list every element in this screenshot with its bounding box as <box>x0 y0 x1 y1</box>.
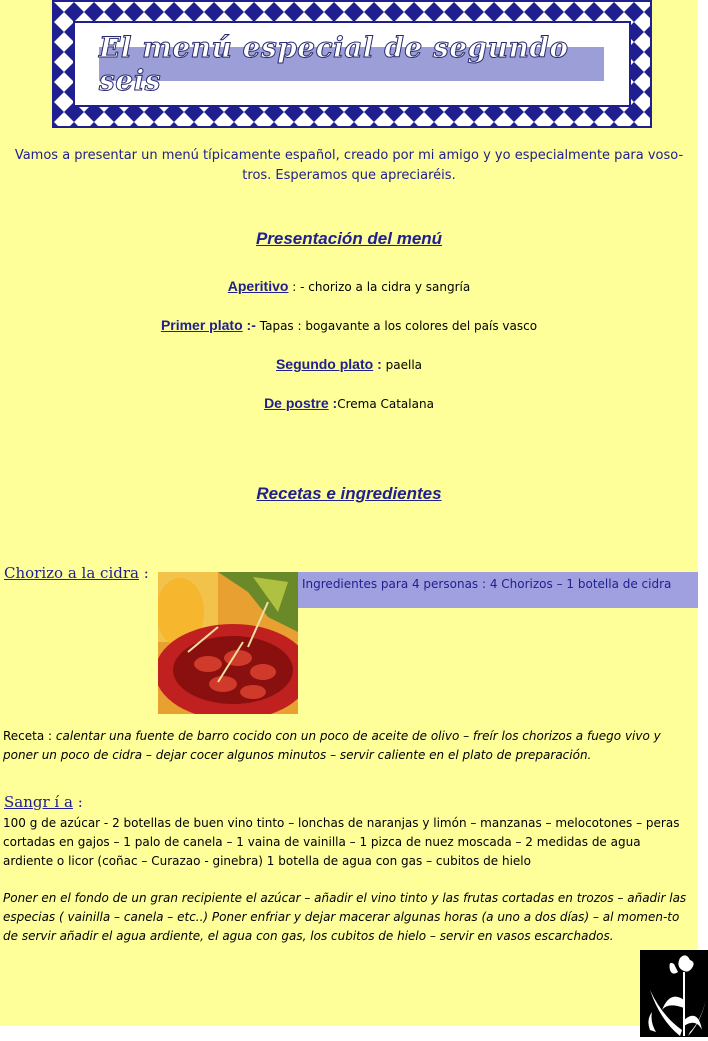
menu-item-sep: :- <box>242 317 260 333</box>
menu-item-value: Crema Catalana <box>337 397 434 411</box>
chorizo-recipe <box>3 727 693 765</box>
menu-item-label: Segundo plato <box>275 356 374 372</box>
menu-item-sep: : <box>328 395 338 411</box>
recipe-text: calentar una fuente de barro cocido con un poco de aceite de olivo – freír los chorizos a fuego vivo y poner un poco de cidra – dejar cocer algunos minutos – servir caliente en el plato de preparación. <box>3 729 661 762</box>
menu-item-label: Aperitivo <box>227 278 289 294</box>
chorizo-ingredients: Ingredientes para 4 personas : 4 Chorizos – 1 botella de cidra <box>298 572 698 608</box>
menu-item-label: De postre <box>264 395 329 411</box>
chorizo-title <box>4 564 149 582</box>
menu-item-value: chorizo a la cidra y sangría <box>308 280 471 294</box>
menu-item-value: paella <box>385 358 423 372</box>
chorizo-photo <box>158 572 298 714</box>
chorizo-title-colon: : <box>138 564 149 582</box>
menu-item-label: Primer plato <box>160 317 243 333</box>
sangria-recipe <box>3 889 695 946</box>
menu-item-postre <box>0 395 698 411</box>
sangria-title-text: Sangr í a <box>4 793 73 811</box>
intro-text: Vamos a presentar un menú típicamente español, creado por mi amigo y yo especialmente para voso-tros. Esperamos que apreciaréis. <box>14 148 684 183</box>
chorizo-title-text: Chorizo a la cidra <box>4 564 139 582</box>
menu-item-segundo-plato <box>0 356 698 372</box>
menu-item-value: Tapas : bogavante a los colores del país vasco <box>259 319 538 333</box>
recipe-text: Poner en el fondo de un gran recipiente el azúcar – añadir el vino tinto y las frutas cortadas en trozos – añadir las especias ( vainilla – canela – etc..) Poner enfriar y dejar macerar algunas horas (a uno a dos días) – al momen-to de servir añadir el agua ardiente, el agua con gas, los cubitos de hielo – servir en vasos escarchados. <box>3 891 687 943</box>
iris-flower-icon <box>640 950 708 1037</box>
recipe-label: Receta : <box>3 729 56 743</box>
menu-item-aperitivo <box>0 278 698 294</box>
menu-item-sep: : - <box>288 280 309 294</box>
recipes-heading: Recetas e ingredientes <box>256 484 442 503</box>
menu-item-sep: : <box>373 356 386 372</box>
menu-item-primer-plato <box>0 317 698 333</box>
page-title: El menú especial de segundo seis <box>99 47 604 81</box>
title-banner <box>52 0 652 128</box>
sangria-ingredients: 100 g de azúcar - 2 botellas de buen vino tinto – lonchas de naranjas y limón – manzanas – melocotones – peras cortadas en gajos – 1 palo de canela – 1 vaina de vainilla – 1 pizca de nuez moscada – 2 medidas de agua ardiente o licor (coñac – Curazao - ginebra) 1 botella de agua con gas – cubitos de hielo <box>3 816 680 868</box>
presentation-heading: Presentación del menú <box>255 229 443 248</box>
sangria-title <box>4 793 83 811</box>
sangria-title-colon: : <box>72 793 83 811</box>
